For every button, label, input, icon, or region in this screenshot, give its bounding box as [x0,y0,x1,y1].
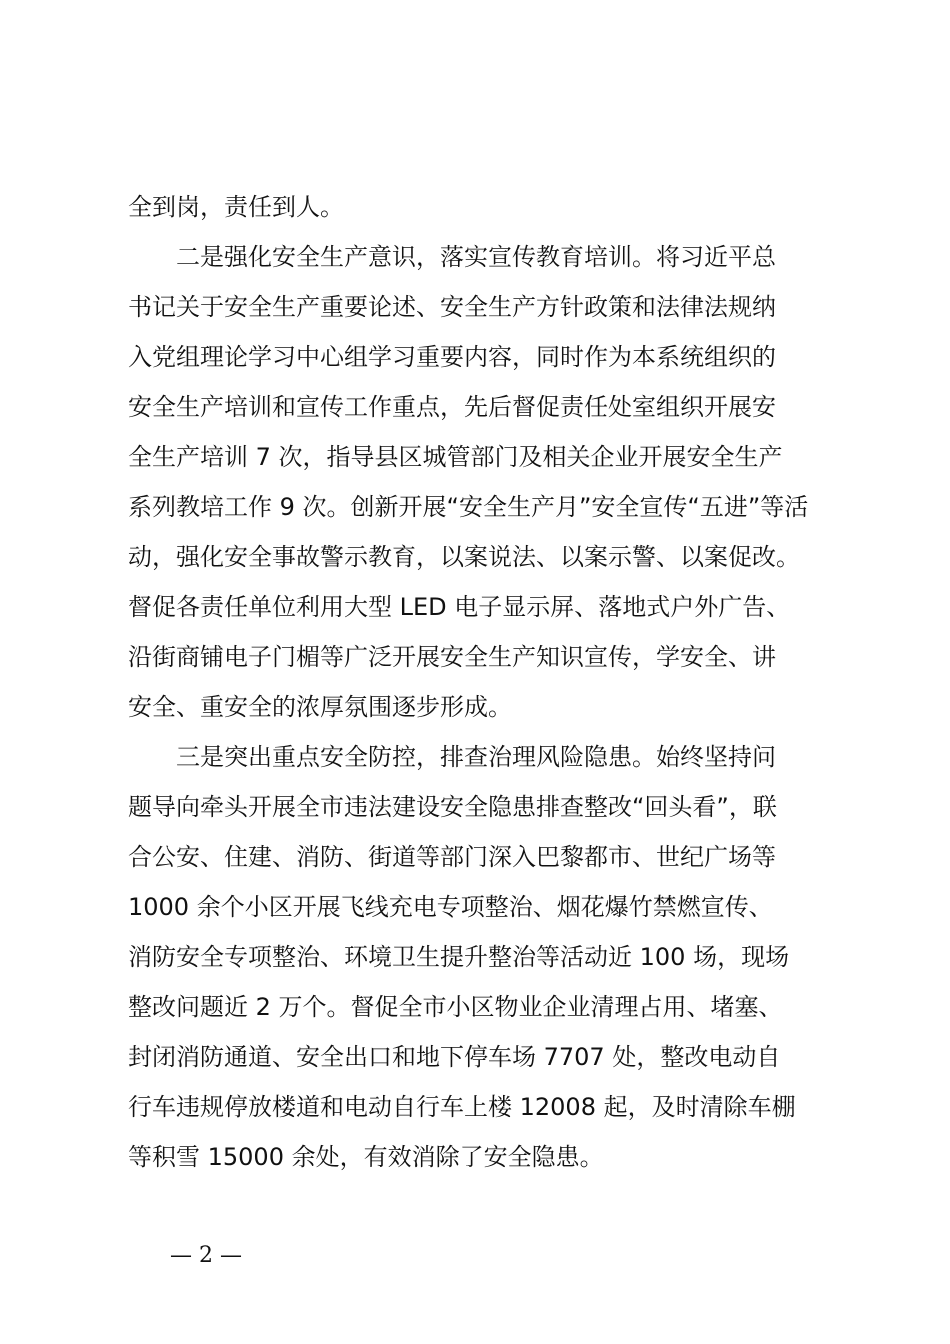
text-line: 合公安、住建、消防、街道等部门深入巴黎都市、世纪广场等 [128,843,776,871]
paragraph-start-line: 二是强化安全生产意识，落实宣传教育培训。将习近平总 [176,243,776,271]
text-line: 整改问题近 2 万个。督促全市小区物业企业清理占用、堵塞、 [128,993,783,1021]
text-line: 督促各责任单位利用大型 LED 电子显示屏、落地式户外广告、 [128,593,791,621]
text-line: 沿街商铺电子门楣等广泛开展安全生产知识宣传，学安全、讲 [128,643,776,671]
text-line: 入党组理论学习中心组学习重要内容，同时作为本系统组织的 [128,343,776,371]
text-line: 安全生产培训和宣传工作重点，先后督促责任处室组织开展安 [128,393,776,421]
text-line: 封闭消防通道、安全出口和地下停车场 7707 处，整改电动自 [128,1043,781,1071]
text-line: 等积雪 15000 余处，有效消除了安全隐患。 [128,1143,604,1171]
page-number: — 2 — [170,1243,242,1268]
text-line: 书记关于安全生产重要论述、安全生产方针政策和法律法规纳 [128,293,776,321]
text-line: 1000 余个小区开展飞线充电专项整治、烟花爆竹禁燃宣传、 [128,893,773,921]
text-line: 消防安全专项整治、环境卫生提升整治等活动近 100 场，现场 [128,943,790,971]
text-line: 全生产培训 7 次，指导县区城管部门及相关企业开展安全生产 [128,443,783,471]
text-line: 系列教培工作 9 次。创新开展“安全生产月”安全宣传“五进”等活 [128,493,809,521]
text-line: 安全、重安全的浓厚氛围逐步形成。 [128,693,512,721]
body-text [128,182,848,1182]
text-line: 题导向牵头开展全市违法建设安全隐患排查整改“回头看”，联 [128,793,777,821]
text-line: 全到岗，责任到人。 [128,193,344,221]
paragraph-start-line: 三是突出重点安全防控，排查治理风险隐患。始终坚持问 [176,743,776,771]
text-line: 动，强化安全事故警示教育，以案说法、以案示警、以案促改。 [128,543,800,571]
text-line: 行车违规停放楼道和电动自行车上楼 12008 起，及时清除车棚 [128,1093,796,1121]
